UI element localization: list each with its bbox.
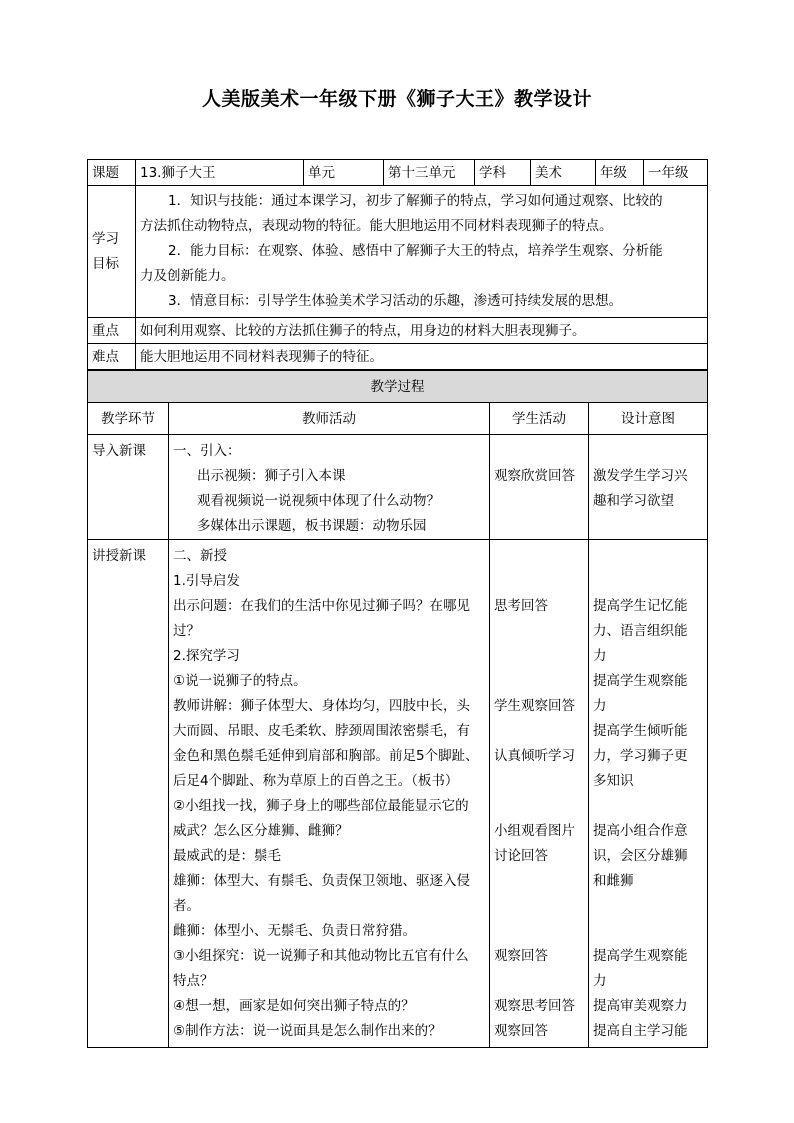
teaching-process-table (87, 370, 708, 1048)
new-lesson-intent: 提高学生记忆能 力、语言组织能 力 提高学生观察能 力 提高学生倾听能 力，学习狮子更 多知识 提高小组合作意 识，会区分雄狮 和雌狮 提高学生观察能 力 提高审美观察力 提高自主学习能 (589, 540, 708, 1048)
new-lesson-stage: 讲授新课 (88, 540, 169, 1048)
key-point-label: 重点 (88, 318, 136, 344)
process-header: 教学过程 (88, 371, 708, 403)
col-intent: 设计意图 (589, 403, 708, 435)
col-teacher: 教师活动 (169, 403, 490, 435)
objectives-label: 学习 目标 (88, 186, 136, 318)
unit-value: 第十三单元 (384, 160, 475, 186)
new-lesson-student: 思考回答 学生观察回答 认真倾听学习 小组观看图片 讨论回答 观察回答 观察思考回答 观察回答 (490, 540, 589, 1048)
grade-value: 一年级 (644, 160, 708, 186)
new-lesson-teacher: 二、新授 1.引导启发 出示问题：在我们的生活中你见过狮子吗？在哪见 过？ 2.探究学习 ①说一说狮子的特点。 教师讲解：狮子体型大、身体均匀，四肢中长，头 大而圆、吊眼、皮毛柔软、脖颈周围浓密鬃毛，有 金色和黑色鬃毛延伸到肩部和胸部。前足5个脚趾、 后足4个脚趾、称为草原上的百兽之王。（板书） ②小组找一找，狮子身上的哪些部位最能显示它的 威武？怎么区分雄狮、雌狮？ 最威武的是：鬃毛 雄狮：体型大、有鬃毛、负责保卫领地、驱逐入侵 者。 雌狮：体型小、无鬃毛、负责日常狩猎。 ③小组探究：说一说狮子和其他动物比五官有什么 特点？ ④想一想，画家是如何突出狮子特点的？ ⑤制作方法：说一说面具是怎么制作出来的？ (169, 540, 490, 1048)
intro-stage: 导入新课 (88, 435, 169, 540)
document-title: 人美版美术一年级下册《狮子大王》教学设计 (201, 88, 592, 110)
intro-teacher: 一、引入： 出示视频：狮子引入本课 观看视频说一说视频中体现了什么动物？ 多媒体出示课题，板书课题：动物乐园 (169, 435, 490, 540)
intro-intent: 激发学生学习兴 趣和学习欲望 (589, 435, 708, 540)
col-student: 学生活动 (490, 403, 589, 435)
topic-value: 13.狮子大王 (136, 160, 304, 186)
difficulty-text: 能大胆地运用不同材料表现狮子的特征。 (136, 344, 708, 370)
subject-label: 学科 (475, 160, 531, 186)
key-point-text: 如何利用观察、比较的方法抓住狮子的特点，用身边的材料大胆表现狮子。 (136, 318, 708, 344)
topic-label: 课题 (88, 160, 136, 186)
unit-label: 单元 (304, 160, 384, 186)
col-stage: 教学环节 (88, 403, 169, 435)
intro-student: 观察欣赏回答 (490, 435, 589, 540)
objectives-text: 1．知识与技能：通过本课学习，初步了解狮子的特点，学习如何通过观察、比较的 方法抓住动物特点，表现动物的特征。能大胆地运用不同材料表现狮子的特点。 2．能力目标：在观察、体验、感悟中了解狮子大王的特点，培养学生观察、分析能 力及创新能力。 3．情意目标：引导学生体验美术学习活动的乐趣，渗透可持续发展的思想。 (136, 186, 708, 318)
grade-label: 年级 (596, 160, 644, 186)
difficulty-label: 难点 (88, 344, 136, 370)
subject-value: 美术 (531, 160, 596, 186)
lesson-info-table (87, 159, 708, 370)
